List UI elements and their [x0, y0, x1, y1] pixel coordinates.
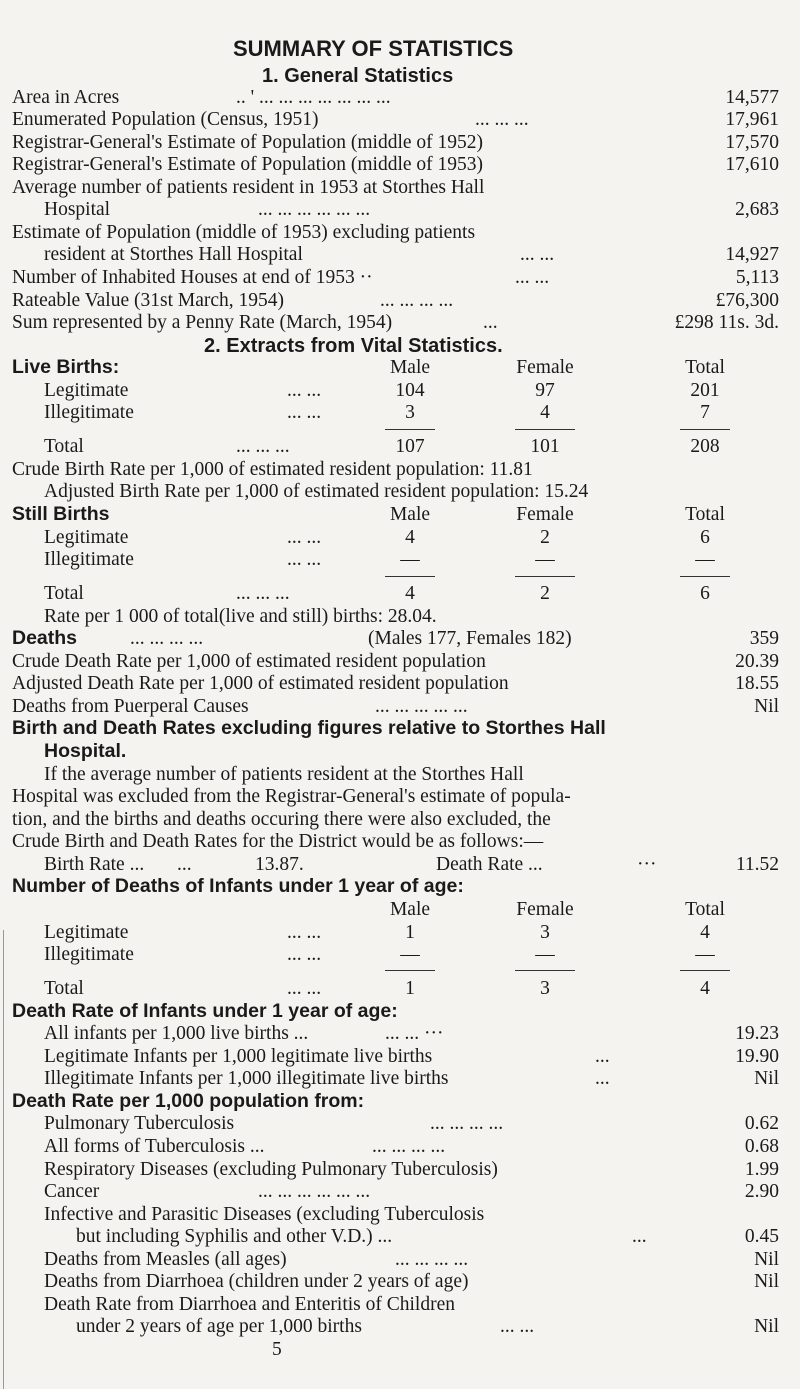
general-row-value: 2,683	[735, 199, 779, 221]
rate-row-label: Deaths from Diarrhoea (children under 2 years of age)	[44, 1271, 469, 1293]
general-row-value: 14,577	[725, 86, 779, 108]
rate-row-value: 1.99	[744, 1158, 779, 1180]
total-row-dots: ... ... ...	[236, 583, 290, 604]
rate-row-label: Crude Death Rate per 1,000 of estimated resident population	[12, 650, 486, 672]
rate-row-dots: ... ... ... ...	[430, 1113, 504, 1135]
cell-male: 4	[405, 526, 415, 548]
cell-female: —	[535, 549, 555, 571]
death-rate-label: Death Rate ...	[436, 853, 543, 875]
rate-row-value: Nil	[754, 1316, 779, 1338]
rate-row-value: 0.68	[744, 1135, 779, 1157]
rate-row-dots: ... ... ... ...	[372, 1135, 446, 1157]
rate-row-label: Legitimate Infants per 1,000 legitimate live births	[44, 1045, 433, 1067]
cell-total: —	[695, 944, 715, 966]
cell-male: 4	[405, 583, 415, 604]
table-row-dots: ... ...	[287, 921, 322, 943]
general-row-value: 14,927	[725, 244, 779, 266]
table-row-label: Legitimate	[44, 526, 129, 548]
deaths-dots: ... ... ... ...	[130, 628, 204, 650]
general-row-value: 5,113	[735, 267, 779, 288]
cell-male: 1	[405, 977, 415, 999]
general-row-label: Enumerated Population (Census, 1951)	[12, 109, 319, 130]
paragraph-line: If the average number of patients resident at the Storthes Hall	[44, 763, 524, 785]
rate-row-label: Pulmonary Tuberculosis	[44, 1113, 235, 1135]
rate-row-dots: ... ...	[500, 1316, 535, 1338]
cell-total: 201	[690, 379, 720, 401]
infant-rate-heading: Death Rate of Infants under 1 year of age:	[12, 999, 398, 1022]
general-row-dots: ... ...	[520, 244, 555, 266]
still-birth-rate: Rate per 1 000 of total(live and still) births: 28.04.	[44, 605, 437, 627]
rate-row-value: Nil	[754, 1068, 779, 1090]
paragraph-line: Hospital was excluded from the Registrar-General's estimate of popula-	[12, 786, 571, 808]
rate-row-dots: ... ... ... ...	[395, 1248, 469, 1270]
birth-rate-dots: ...	[177, 853, 192, 875]
general-row-label: Estimate of Population (middle of 1953) excluding patients	[12, 221, 476, 243]
rate-row-label: All forms of Tuberculosis ...	[44, 1135, 265, 1157]
rate-row-value: 18.55	[735, 673, 779, 695]
sum-rule	[515, 970, 575, 971]
cell-female: 101	[530, 436, 560, 458]
total-row-label: Total	[44, 977, 84, 999]
still-births-heading: Still Births	[12, 503, 110, 525]
rate-row-dots: ... ... ... ... ... ...	[258, 1181, 371, 1202]
rate-row-label: Deaths from Measles (all ages)	[44, 1248, 287, 1270]
rate-row-label: Infective and Parasitic Diseases (excluding Tuberculosis	[44, 1203, 485, 1225]
deaths-detail: (Males 177, Females 182)	[368, 628, 572, 650]
rate-row-value: 0.45	[744, 1226, 779, 1248]
col-female: Female	[516, 504, 574, 525]
rate-row-label: Adjusted Death Rate per 1,000 of estimated resident population	[12, 673, 509, 695]
crude-birth-rate: Crude Birth Rate per 1,000 of estimated resident population: 11.81	[12, 458, 533, 480]
general-row-label: Sum represented by a Penny Rate (March, 1954)	[12, 312, 393, 334]
rate-row-value: Nil	[754, 1248, 779, 1270]
cell-total: —	[695, 549, 715, 571]
table-row-label: Legitimate	[44, 379, 129, 401]
col-female: Female	[516, 898, 574, 920]
general-row-dots: ...	[483, 312, 498, 334]
table-row-dots: ... ...	[287, 526, 322, 548]
sum-rule	[680, 429, 730, 430]
col-male: Male	[389, 898, 431, 920]
rate-row-label: Cancer	[44, 1181, 100, 1202]
table-row-dots: ... ...	[287, 379, 322, 401]
col-total: Total	[685, 357, 725, 379]
sum-rule	[385, 429, 435, 430]
death-rate-dots: ···	[637, 853, 657, 875]
excluding-heading-cont: Hospital.	[44, 739, 127, 762]
rate-row-label: Deaths from Puerperal Causes	[12, 695, 249, 717]
excluding-heading: Birth and Death Rates excluding figures relative to Storthes Hall	[12, 717, 606, 740]
rate-row-dots: ...	[595, 1045, 610, 1067]
sum-rule	[385, 576, 435, 577]
cell-female: 3	[540, 977, 550, 999]
scan-edge	[3, 930, 4, 1389]
section-1-heading: 1. General Statistics	[262, 64, 454, 87]
rate-row-value: 0.62	[744, 1113, 779, 1135]
general-row-label: Average number of patients resident in 1953 at Storthes Hall	[12, 176, 485, 198]
rate-row-value: Nil	[754, 1271, 779, 1293]
cell-male: 107	[395, 436, 425, 458]
page-title: SUMMARY OF STATISTICS	[233, 35, 514, 61]
cell-male: 3	[405, 402, 415, 424]
rate-row-value: 19.23	[735, 1023, 779, 1044]
general-row-dots: ... ... ...	[475, 109, 529, 130]
general-row-label: Registrar-General's Estimate of Population (middle of 1953)	[12, 154, 484, 176]
general-row-value: £76,300	[715, 289, 779, 311]
general-row-dots: .. ' ... ... ... ... ... ... ...	[236, 86, 391, 108]
cell-total: 208	[690, 436, 720, 458]
page-number: 5	[272, 1339, 282, 1360]
rate-row-label: Death Rate from Diarrhoea and Enteritis of Children	[44, 1293, 455, 1315]
birth-rate-label: Birth Rate ...	[44, 853, 145, 875]
general-row-dots: ... ... ... ...	[380, 289, 454, 311]
general-row-value: 17,610	[725, 154, 779, 176]
rate-row-value: 20.39	[735, 650, 779, 672]
cell-total: 6	[700, 526, 710, 548]
general-row-label: resident at Storthes Hall Hospital	[44, 244, 303, 266]
col-male: Male	[389, 357, 431, 379]
rate-row-dots: ... ... ... ... ...	[375, 695, 468, 717]
cell-total: 4	[700, 921, 710, 943]
total-row-label: Total	[44, 583, 84, 604]
sum-rule	[680, 970, 730, 971]
general-row-label: Area in Acres	[12, 86, 120, 108]
cell-female: 2	[540, 526, 550, 548]
col-total: Total	[685, 504, 725, 525]
live-births-heading: Live Births:	[12, 356, 120, 379]
general-row-label: Number of Inhabited Houses at end of 1953 ··	[12, 267, 373, 288]
total-row-dots: ... ... ...	[236, 436, 290, 458]
table-row-label: Illegitimate	[44, 944, 134, 966]
cell-total: 4	[700, 977, 710, 999]
sum-rule	[515, 429, 575, 430]
cell-total: 7	[700, 402, 710, 424]
cell-female: 97	[535, 379, 555, 401]
col-male: Male	[389, 504, 431, 525]
death-rate-value: 11.52	[735, 853, 779, 875]
paragraph-line: Crude Birth and Death Rates for the District would be as follows:—	[12, 831, 544, 853]
total-row-label: Total	[44, 436, 84, 458]
rate-row-dots: ...	[595, 1068, 610, 1090]
rate-row-label: All infants per 1,000 live births ...	[44, 1023, 309, 1044]
cell-male: 1	[405, 921, 415, 943]
rate-row-value: Nil	[754, 695, 779, 717]
cell-female: 2	[540, 583, 550, 604]
cell-male: —	[400, 944, 420, 966]
cell-male: —	[400, 549, 420, 571]
rate-row-dots: ...	[632, 1226, 647, 1248]
table-row-label: Illegitimate	[44, 549, 134, 571]
table-row-label: Legitimate	[44, 921, 129, 943]
col-female: Female	[516, 357, 574, 379]
general-row-value: 17,570	[725, 131, 779, 153]
adjusted-birth-rate: Adjusted Birth Rate per 1,000 of estimated resident population: 15.24	[44, 481, 589, 503]
general-row-dots: ... ...	[515, 267, 550, 288]
rate-row-label: Illegitimate Infants per 1,000 illegitimate live births	[44, 1068, 449, 1090]
table-row-label: Illegitimate	[44, 402, 134, 424]
sum-rule	[680, 576, 730, 577]
general-row-label: Hospital	[44, 199, 111, 221]
table-row-dots: ... ...	[287, 402, 322, 424]
deaths-value: 359	[749, 628, 779, 650]
col-total: Total	[685, 898, 725, 920]
infant-deaths-heading: Number of Deaths of Infants under 1 year of age:	[12, 875, 464, 898]
rate-row-value: 2.90	[744, 1181, 779, 1202]
general-row-value: £298 11s. 3d.	[674, 312, 779, 334]
general-row-label: Registrar-General's Estimate of Population (middle of 1952)	[12, 131, 484, 153]
table-row-dots: ... ...	[287, 549, 322, 571]
rate-row-label: Respiratory Diseases (excluding Pulmonary Tuberculosis)	[44, 1158, 498, 1180]
rate-row-value: 19.90	[735, 1045, 779, 1067]
total-row-dots: ... ...	[287, 977, 322, 999]
rate-row-dots: ... ... ···	[385, 1023, 444, 1044]
paragraph-line: tion, and the births and deaths occuring there were also excluded, the	[12, 808, 551, 830]
general-row-value: 17,961	[725, 109, 779, 130]
general-row-dots: ... ... ... ... ... ...	[258, 199, 371, 221]
population-rate-heading: Death Rate per 1,000 population from:	[12, 1089, 365, 1112]
sum-rule	[515, 576, 575, 577]
table-row-dots: ... ...	[287, 944, 322, 966]
birth-rate-value: 13.87.	[255, 853, 304, 875]
section-2-heading: 2. Extracts from Vital Statistics.	[204, 334, 503, 357]
deaths-label: Deaths	[12, 627, 78, 650]
cell-female: —	[535, 944, 555, 966]
cell-male: 104	[395, 379, 425, 401]
sum-rule	[385, 970, 435, 971]
rate-row-label: under 2 years of age per 1,000 births	[76, 1316, 362, 1338]
general-row-label: Rateable Value (31st March, 1954)	[12, 289, 285, 311]
cell-female: 4	[540, 402, 550, 424]
cell-female: 3	[540, 921, 550, 943]
cell-total: 6	[700, 583, 710, 604]
rate-row-label: but including Syphilis and other V.D.) ...	[76, 1226, 393, 1248]
